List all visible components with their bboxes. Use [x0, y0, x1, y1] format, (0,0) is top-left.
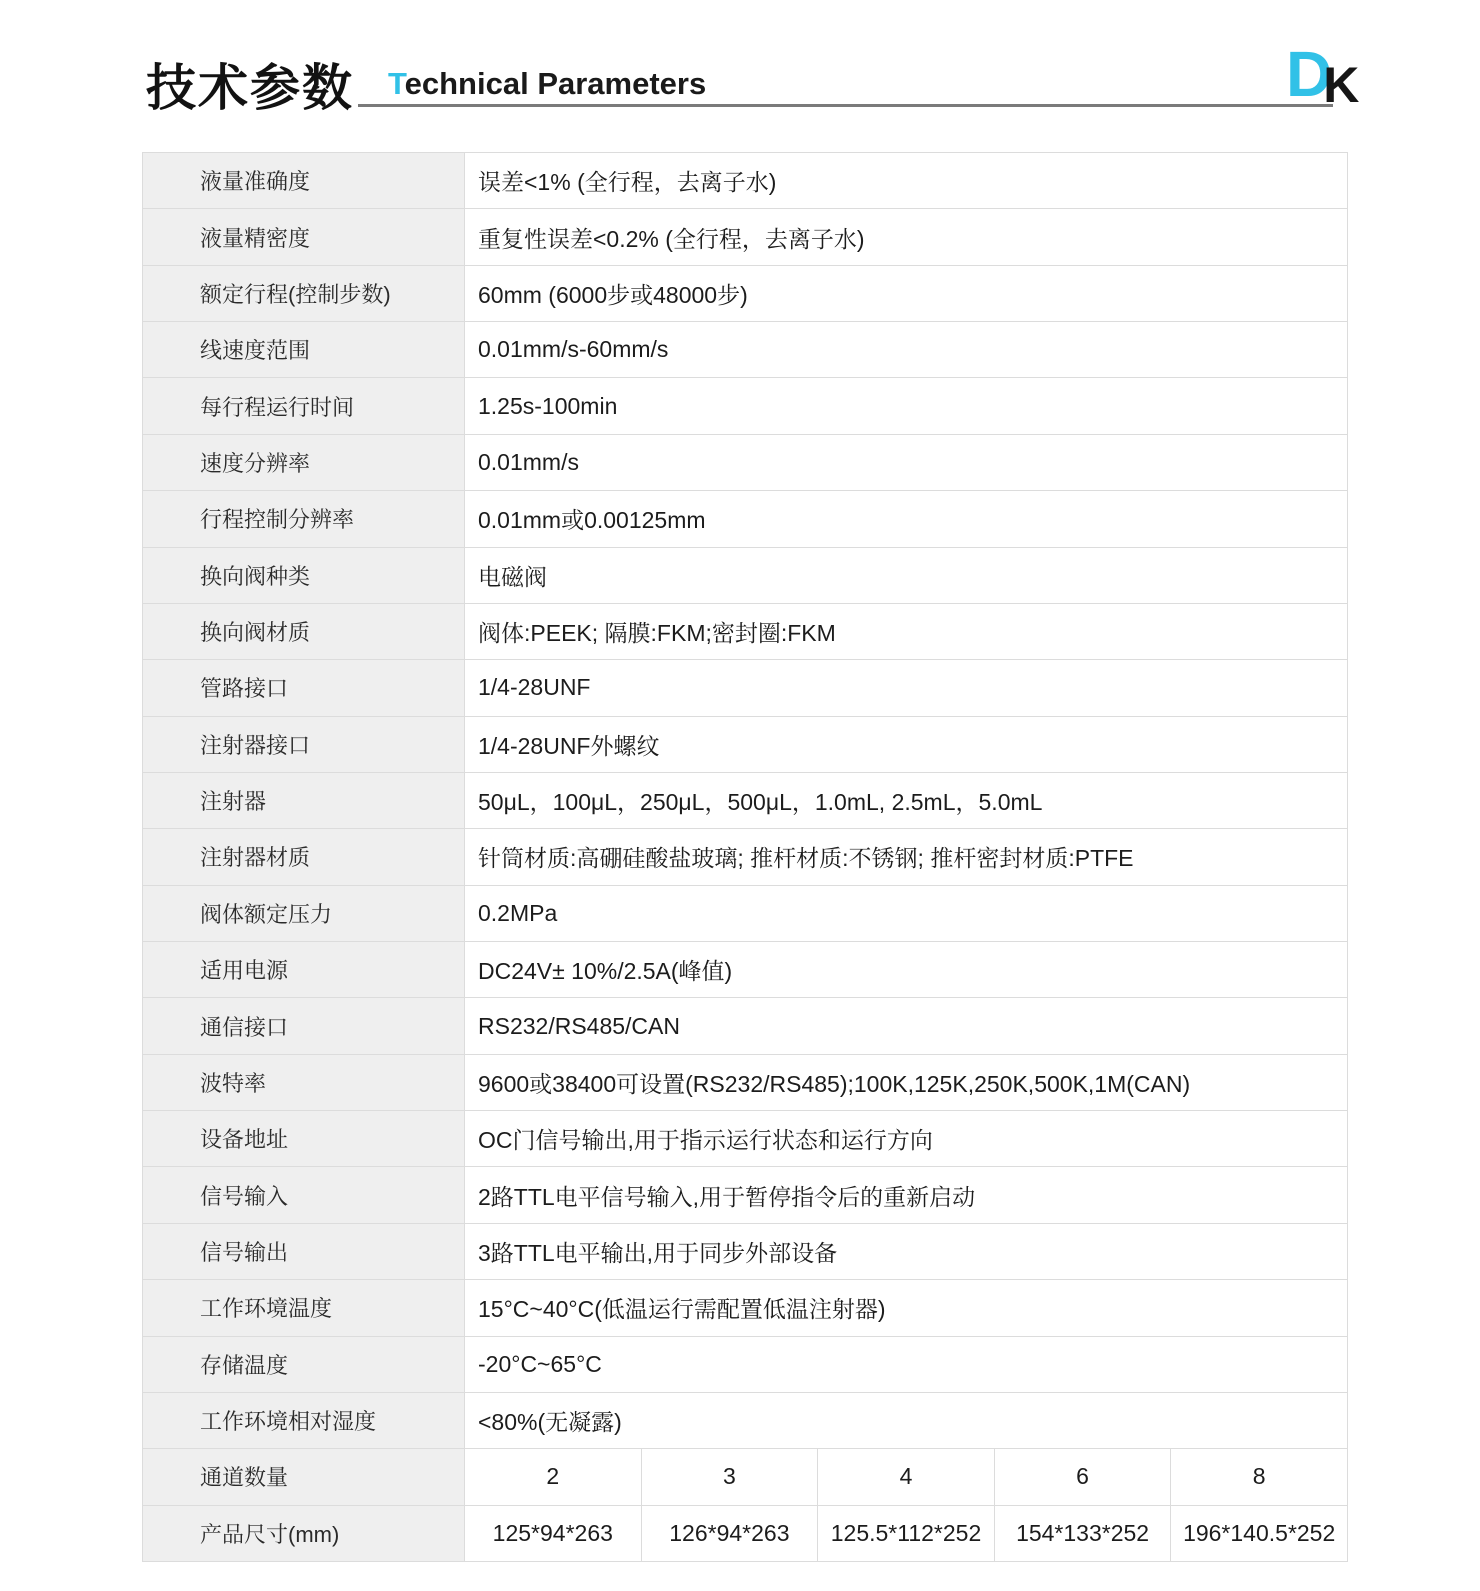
param-value: 0.01mm/s: [478, 448, 579, 475]
header-divider-line: [358, 104, 1333, 107]
channel-value: 3: [642, 1449, 819, 1504]
param-value: 阀体:PEEK; 隔膜:FKM;密封圈:FKM: [478, 620, 836, 647]
param-label: 波特率: [143, 1055, 465, 1110]
table-row: [143, 378, 1347, 434]
param-label: 设备地址: [143, 1111, 465, 1166]
table-row: [143, 322, 1347, 378]
param-label: 信号输入: [143, 1167, 465, 1222]
param-value: 重复性误差<0.2% (全行程，去离子水): [478, 225, 865, 252]
dimension-value: 125*94*263: [465, 1506, 642, 1561]
channel-value: 8: [1252, 1463, 1266, 1490]
dimension-row: [143, 1506, 1347, 1561]
table-row: [143, 1224, 1347, 1280]
dk-logo: [1286, 38, 1360, 113]
dimension-value: 196*140.5*252: [1183, 1519, 1336, 1546]
logo-letter-d: D: [1286, 38, 1331, 110]
dimension-value: 125.5*112*252: [818, 1506, 995, 1561]
param-label: 工作环境温度: [143, 1280, 465, 1335]
param-label: 通道数量: [143, 1449, 465, 1504]
param-value: <80%(无凝露): [478, 1409, 622, 1436]
param-value: 3路TTL电平输出,用于同步外部设备: [478, 1240, 838, 1266]
table-row: [143, 829, 1347, 885]
table-row: [143, 491, 1347, 547]
param-label: 工作环境相对湿度: [143, 1393, 465, 1448]
param-value: 2路TTL电平信号输入,用于暂停指令后的重新启动: [478, 1183, 976, 1210]
param-value: RS232/RS485/CAN: [478, 1012, 680, 1039]
logo-letter-k: K: [1323, 57, 1360, 113]
table-row: [143, 1167, 1347, 1223]
dimension-value: 154*133*252: [995, 1506, 1172, 1561]
param-label: 管路接口: [143, 660, 465, 715]
param-label: 液量准确度: [143, 153, 465, 208]
param-label: 注射器接口: [143, 717, 465, 772]
param-value: 60mm (6000步或48000步): [478, 281, 748, 308]
param-value: -20°C~65°C: [478, 1350, 602, 1377]
param-value: 15°C~40°C(低温运行需配置低温注射器): [478, 1296, 886, 1323]
technical-parameters-table: [142, 152, 1348, 1562]
param-label: 阀体额定压力: [143, 886, 465, 941]
channel-value: 6: [995, 1449, 1172, 1504]
param-label: 通信接口: [143, 998, 465, 1053]
table-row: [143, 209, 1347, 265]
table-row: [143, 998, 1347, 1054]
table-row: [143, 548, 1347, 604]
channel-value: 4: [818, 1449, 995, 1504]
param-label: 注射器: [143, 773, 465, 828]
subtitle-accent-letter: T: [388, 66, 405, 101]
table-row: [143, 1055, 1347, 1111]
param-value: 0.01mm或0.00125mm: [478, 507, 706, 534]
table-row: [143, 942, 1347, 998]
param-label: 产品尺寸(mm): [143, 1506, 465, 1561]
param-label: 液量精密度: [143, 209, 465, 264]
table-row: [143, 717, 1347, 773]
param-label: 注射器材质: [143, 829, 465, 884]
page-subtitle-english: [388, 66, 706, 102]
param-value: 针筒材质:高硼硅酸盐玻璃; 推杆材质:不锈钢; 推杆密封材质:PTFE: [478, 845, 1134, 872]
param-value: 9600或38400可设置(RS232/RS485);100K,125K,250K,500K,1M(CAN): [478, 1070, 1191, 1097]
table-row: [143, 886, 1347, 942]
subtitle-rest: echnical Parameters: [404, 66, 707, 101]
channel-row: [143, 1449, 1347, 1505]
channel-value: 2: [465, 1449, 642, 1504]
table-row: [143, 773, 1347, 829]
dimension-value: 126*94*263: [642, 1506, 819, 1561]
param-label: 额定行程(控制步数): [143, 266, 465, 321]
param-label: 换向阀种类: [143, 548, 465, 603]
param-label: 每行程运行时间: [143, 378, 465, 433]
table-row: [143, 1393, 1347, 1449]
table-row: [143, 153, 1347, 209]
param-label: 适用电源: [143, 942, 465, 997]
param-label: 线速度范围: [143, 322, 465, 377]
table-row: [143, 1337, 1347, 1393]
param-value: 50μL，100μL，250μL，500μL，1.0mL, 2.5mL，5.0mL: [478, 789, 1043, 816]
param-value: OC门信号输出,用于指示运行状态和运行方向: [478, 1127, 933, 1154]
param-value: 1.25s-100min: [478, 392, 618, 419]
param-label: 存储温度: [143, 1337, 465, 1392]
param-value: DC24V± 10%/2.5A(峰值): [478, 958, 733, 985]
param-label: 信号输出: [143, 1224, 465, 1279]
param-value: 误差<1% (全行程，去离子水): [478, 169, 777, 196]
table-row: [143, 604, 1347, 660]
table-row: [143, 1111, 1347, 1167]
table-row: [143, 1280, 1347, 1336]
param-label: 速度分辨率: [143, 435, 465, 490]
param-value: 1/4-28UNF: [478, 674, 591, 701]
param-label: 换向阀材质: [143, 604, 465, 659]
page-title-chinese: 技术参数: [146, 60, 354, 116]
table-row: [143, 266, 1347, 322]
table-row: [143, 660, 1347, 716]
param-value: 0.01mm/s-60mm/s: [478, 336, 669, 363]
param-value: 电磁阀: [478, 563, 547, 590]
param-label: 行程控制分辨率: [143, 491, 465, 546]
param-value: 0.2MPa: [478, 899, 558, 926]
table-row: [143, 435, 1347, 491]
param-value: 1/4-28UNF外螺纹: [478, 732, 660, 759]
